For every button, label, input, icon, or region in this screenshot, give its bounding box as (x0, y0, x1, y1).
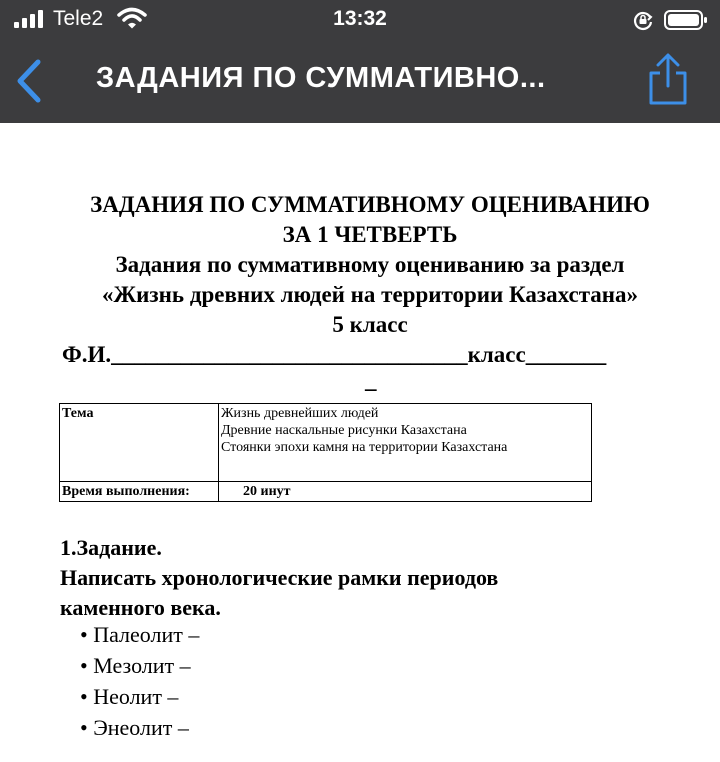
top-bar (0, 0, 720, 123)
list-item: • Неолит – (80, 681, 199, 712)
name-class-line-overflow: _ (365, 368, 377, 393)
document-title: ЗАДАНИЯ ПО СУММАТИВНО... (96, 62, 546, 94)
topic-values (219, 404, 592, 482)
doc-heading-line-4: «Жизнь древних людей на территории Казахстана» (101, 282, 639, 307)
list-item: • Энеолит – (80, 712, 199, 743)
task-number: 1.Задание. (60, 535, 162, 560)
doc-heading-grade: 5 класс (332, 312, 408, 337)
time-label: Время выполнения: (60, 482, 219, 502)
battery-icon (664, 9, 708, 31)
list-item: • Палеолит – (80, 619, 199, 650)
time-value: 20 инут (219, 482, 592, 502)
clock: 13:32 (333, 7, 387, 30)
back-chevron-icon[interactable] (14, 58, 44, 104)
document-page (0, 123, 720, 762)
topic-line-1: Жизнь древнейших людей (221, 406, 379, 421)
task-text-line-2: каменного века. (60, 595, 221, 620)
topic-label: Тема (60, 404, 219, 482)
name-class-line: Ф.И._______________________________класс_______ (62, 342, 607, 367)
carrier-name: Tele2 (53, 7, 104, 30)
list-item: • Мезолит – (80, 650, 199, 681)
doc-heading-line-1: ЗАДАНИЯ ПО СУММАТИВНОМУ ОЦЕНИВАНИЮ (90, 192, 650, 217)
table-row-time (60, 482, 592, 502)
status-bar (0, 0, 720, 40)
task-block (60, 533, 498, 623)
topic-line-3: Стоянки эпохи камня на территории Казахстана (221, 440, 508, 455)
doc-heading-line-3: Задания по суммативному оцениванию за раздел (115, 252, 625, 277)
table-row-topic (60, 404, 592, 482)
rotation-lock-icon (632, 9, 654, 31)
navigation-bar (0, 40, 720, 123)
doc-heading-line-2: ЗА 1 ЧЕТВЕРТЬ (282, 222, 458, 247)
topic-line-2: Древние наскальные рисунки Казахстана (221, 423, 467, 438)
period-list (80, 619, 199, 743)
task-text-line-1: Написать хронологические рамки периодов (60, 565, 499, 590)
info-table (59, 403, 592, 502)
share-icon[interactable] (646, 53, 690, 105)
